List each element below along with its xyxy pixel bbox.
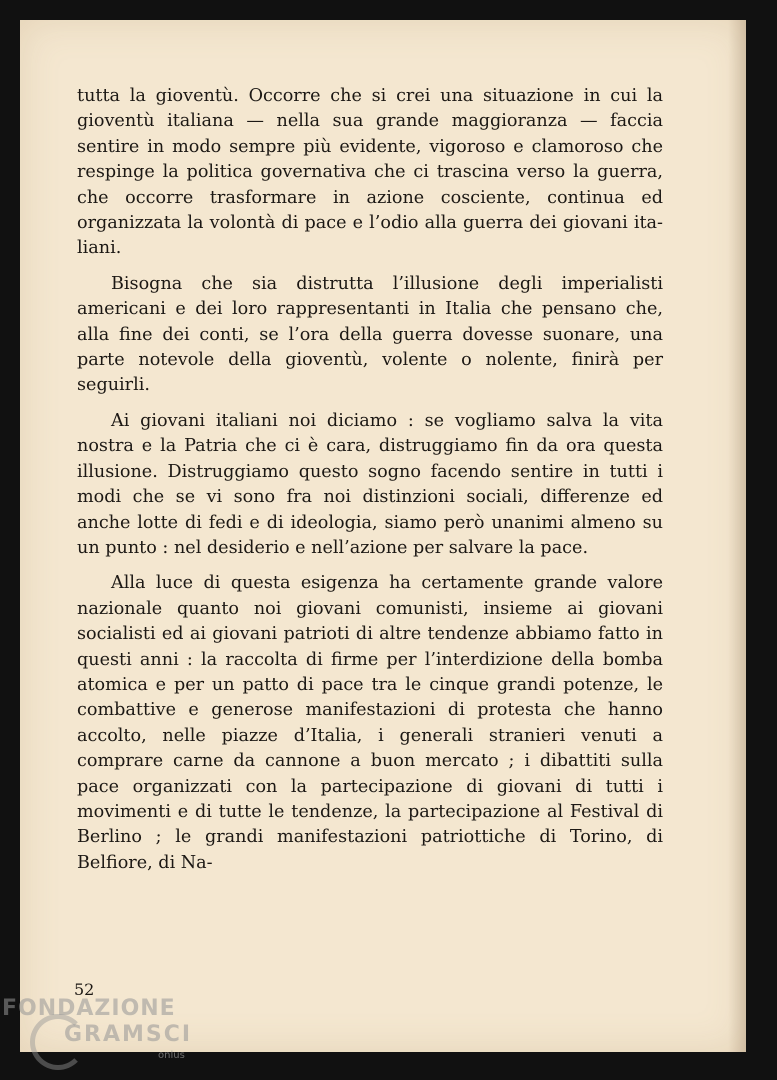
paragraph-4: Alla luce di questa esigenza ha certamente grande valore nazionale quanto noi giovani comunisti, insieme ai giovani socialisti ed ai giovani patrioti di altre tendenze abbiamo fatto in questi anni : la raccolta di firme per l’interdizione della bomba atomica e per un patto di pace tra le cinque grandi potenze, le combattive e generose manifestazioni di protesta che hanno accolto, nelle piazze d’Italia, i generali stranieri venuti a comprare carne da cannone a buon mercato ; i dibattiti sulla pace organizzati con la partecipazione di giovani di tutti i movimenti e di tutte le tendenze, la partecipazione al Festival di Berlino ; le grandi manifestazioni patriottiche di Torino, di Belfiore, di Na- xyxy=(77,573,663,873)
paragraph-2: Bisogna che sia distrutta l’illusione degli imperialisti americani e dei loro rappresentanti in Italia che pensano che, alla fine dei conti, se l’ora della guerra dovesse suonare, una parte notevole della gioventù, volente o nolente, finirà per seguirli. xyxy=(77,273,663,396)
watermark-subtitle: onlus xyxy=(158,1050,185,1061)
watermark-line-2: GRAMSCI xyxy=(64,1022,193,1047)
paragraph-3: Ai giovani italiani noi diciamo : se vogliamo salva la vita nostra e la Patria che ci è cara, distruggiamo fin da ora questa illusione. Distruggiamo questo sogno facendo sentire in tutti i modi che se vi sono fra noi distinzioni sociali, differenze ed anche lotte di fedi e di ideologia, siamo però unanimi almeno su un punto : nel desiderio e nell’azione per salvare la pace. xyxy=(77,410,663,558)
page-edge-shadow xyxy=(728,20,746,1052)
page-number: 52 xyxy=(74,980,95,999)
book-page xyxy=(20,20,746,1052)
paragraph-1: tutta la gioventù. Occorre che si crei una situazione in cui la gioventù italiana — nella sua grande maggioranza — faccia sentire in modo sempre più evidente, vigoroso e clamoroso che respinge la politica governativa che ci trascina verso la guerra, che occorre trasformare in azione cosciente, continua ed organizzata la volontà di pace e l’odio alla guerra dei giovani italiani. xyxy=(77,86,663,259)
watermark-line-1: FONDAZIONE xyxy=(2,996,176,1021)
body-text xyxy=(77,84,663,886)
